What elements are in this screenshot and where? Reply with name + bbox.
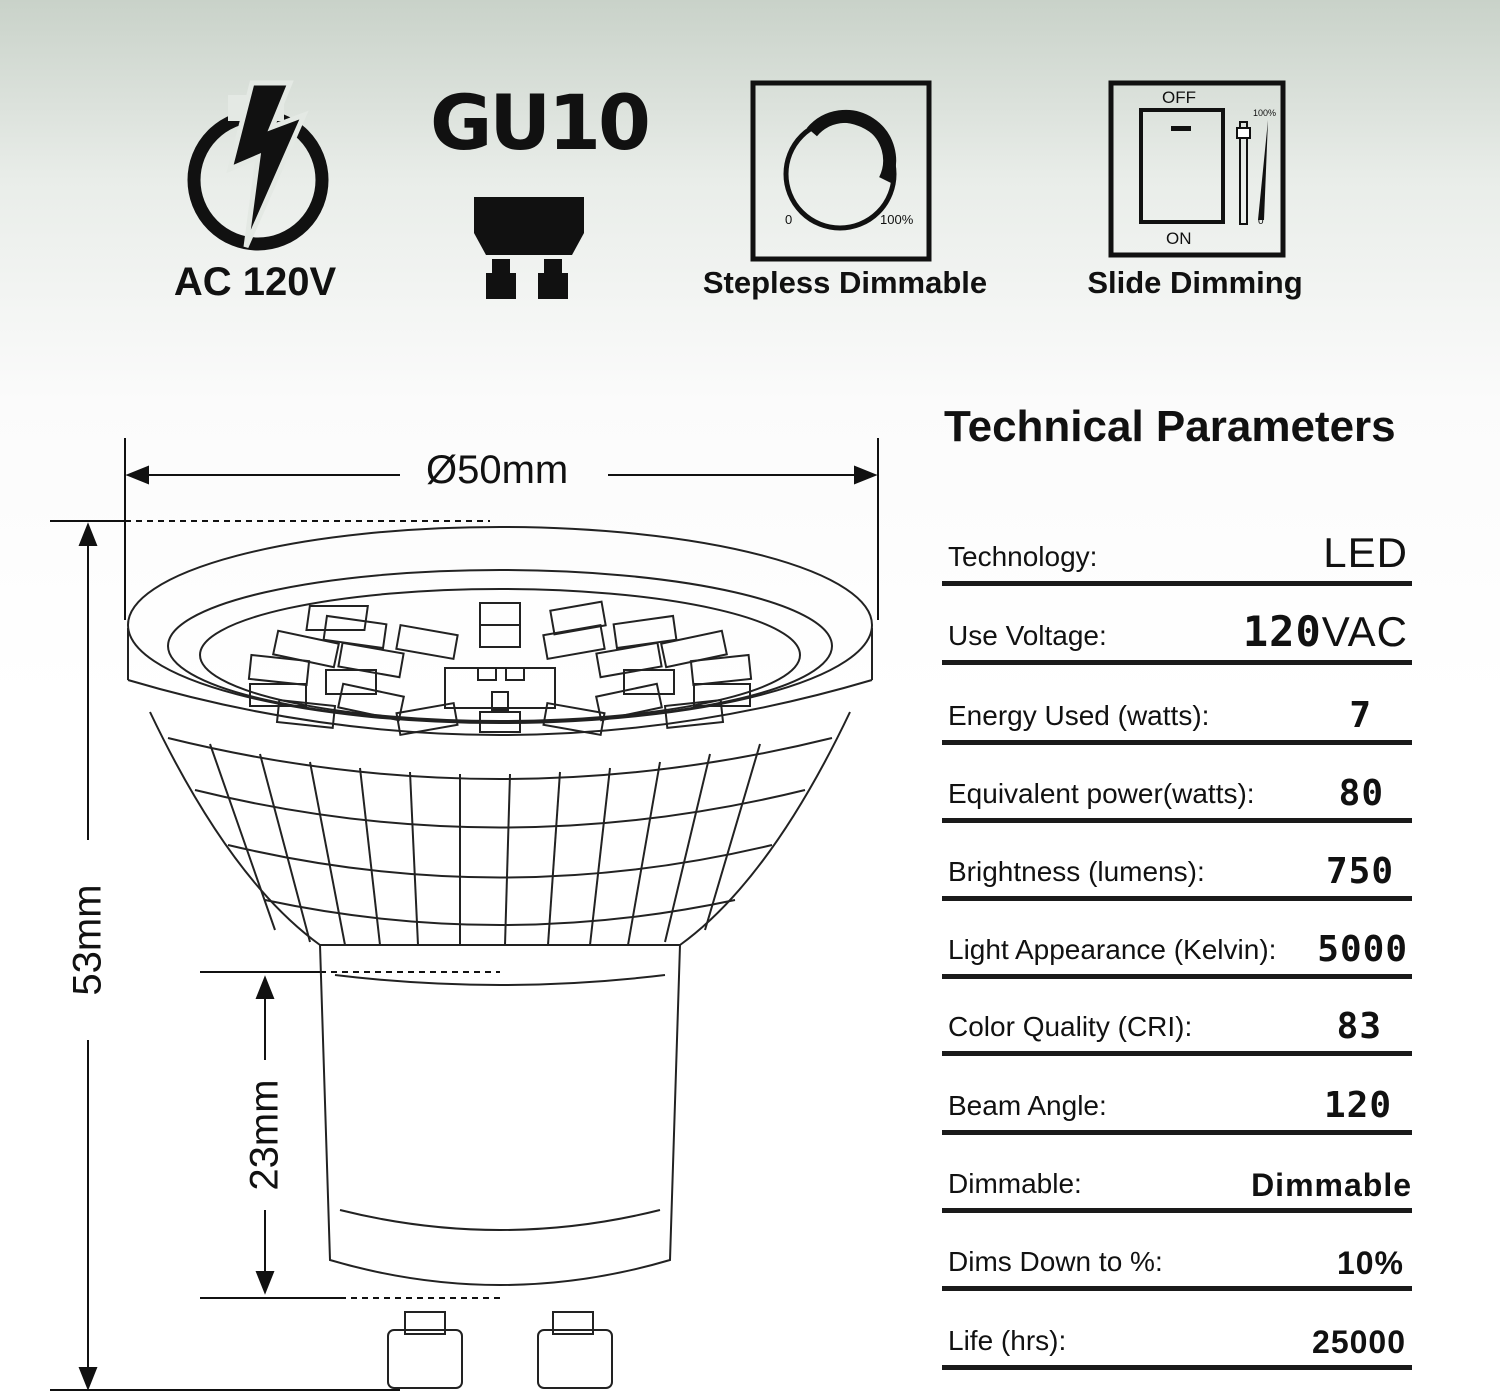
- dimension-lines: [50, 438, 878, 1390]
- voltage-number: 120: [1242, 607, 1322, 656]
- height-dimension: 53mm: [65, 884, 110, 996]
- param-row-dimmable: [942, 1148, 1412, 1213]
- param-label: Light Appearance (Kelvin):: [948, 934, 1277, 965]
- param-label: Energy Used (watts):: [948, 700, 1210, 731]
- param-row-energy: [942, 680, 1412, 745]
- param-value: LED: [1323, 529, 1408, 576]
- param-row-beam-angle: [942, 1070, 1412, 1135]
- param-label: Equivalent power(watts):: [948, 778, 1255, 809]
- param-value: 83: [1336, 1006, 1382, 1047]
- slide-on-label: ON: [1166, 229, 1192, 248]
- param-label: Technology:: [948, 541, 1098, 572]
- slide-off-label: OFF: [1162, 88, 1196, 107]
- bulb-outline: [128, 527, 872, 1388]
- dial-dimmer-icon: [750, 80, 932, 262]
- base-height-dimension: 23mm: [242, 1079, 287, 1191]
- bulb-drawing: [40, 430, 900, 1395]
- param-label: Use Voltage:: [948, 620, 1107, 651]
- param-label: Life (hrs):: [948, 1325, 1067, 1356]
- param-value: 25000: [1312, 1324, 1406, 1360]
- param-value: 10%: [1336, 1245, 1404, 1281]
- lightning-bolt-icon: [180, 75, 340, 255]
- param-row-life: [942, 1305, 1412, 1370]
- slide-max-label: 100%: [1253, 108, 1277, 118]
- param-label: Dimmable:: [948, 1168, 1082, 1199]
- param-value: 5000: [1317, 929, 1408, 970]
- param-value: [1243, 607, 1408, 656]
- param-value: 80: [1338, 773, 1384, 814]
- param-row-cri: [942, 991, 1412, 1056]
- param-label: Dims Down to %:: [948, 1246, 1163, 1277]
- param-row-kelvin: [942, 914, 1412, 979]
- param-row-dims-down: [942, 1226, 1412, 1291]
- param-row-equivalent: [942, 758, 1412, 823]
- slide-min-label: 0: [1258, 216, 1264, 227]
- voltage-unit: VAC: [1321, 608, 1408, 655]
- param-row-voltage: [942, 600, 1412, 665]
- param-label: Beam Angle:: [948, 1090, 1107, 1121]
- voltage-label: AC 120V: [173, 260, 337, 304]
- param-value: 750: [1325, 851, 1394, 892]
- parameters-title: Technical Parameters: [944, 402, 1396, 451]
- slide-label: Slide Dimming: [1087, 265, 1303, 300]
- param-label: Brightness (lumens):: [948, 856, 1205, 887]
- dial-max-label: 100%: [880, 212, 914, 227]
- slide-dimmer-icon: [1108, 80, 1286, 258]
- param-value: 120: [1323, 1085, 1392, 1126]
- diameter-dimension: Ø50mm: [426, 448, 569, 492]
- gu10-base-icon: [470, 195, 590, 305]
- dial-min-label: 0: [785, 212, 793, 227]
- param-row-brightness: [942, 836, 1412, 901]
- param-label: Color Quality (CRI):: [948, 1011, 1193, 1042]
- param-value: Dimmable: [1251, 1167, 1412, 1203]
- param-value: 7: [1349, 695, 1372, 736]
- stepless-label: Stepless Dimmable: [702, 265, 988, 300]
- gu10-pins: [388, 1312, 612, 1388]
- base-label: GU10: [430, 78, 648, 167]
- param-row-technology: [942, 521, 1412, 586]
